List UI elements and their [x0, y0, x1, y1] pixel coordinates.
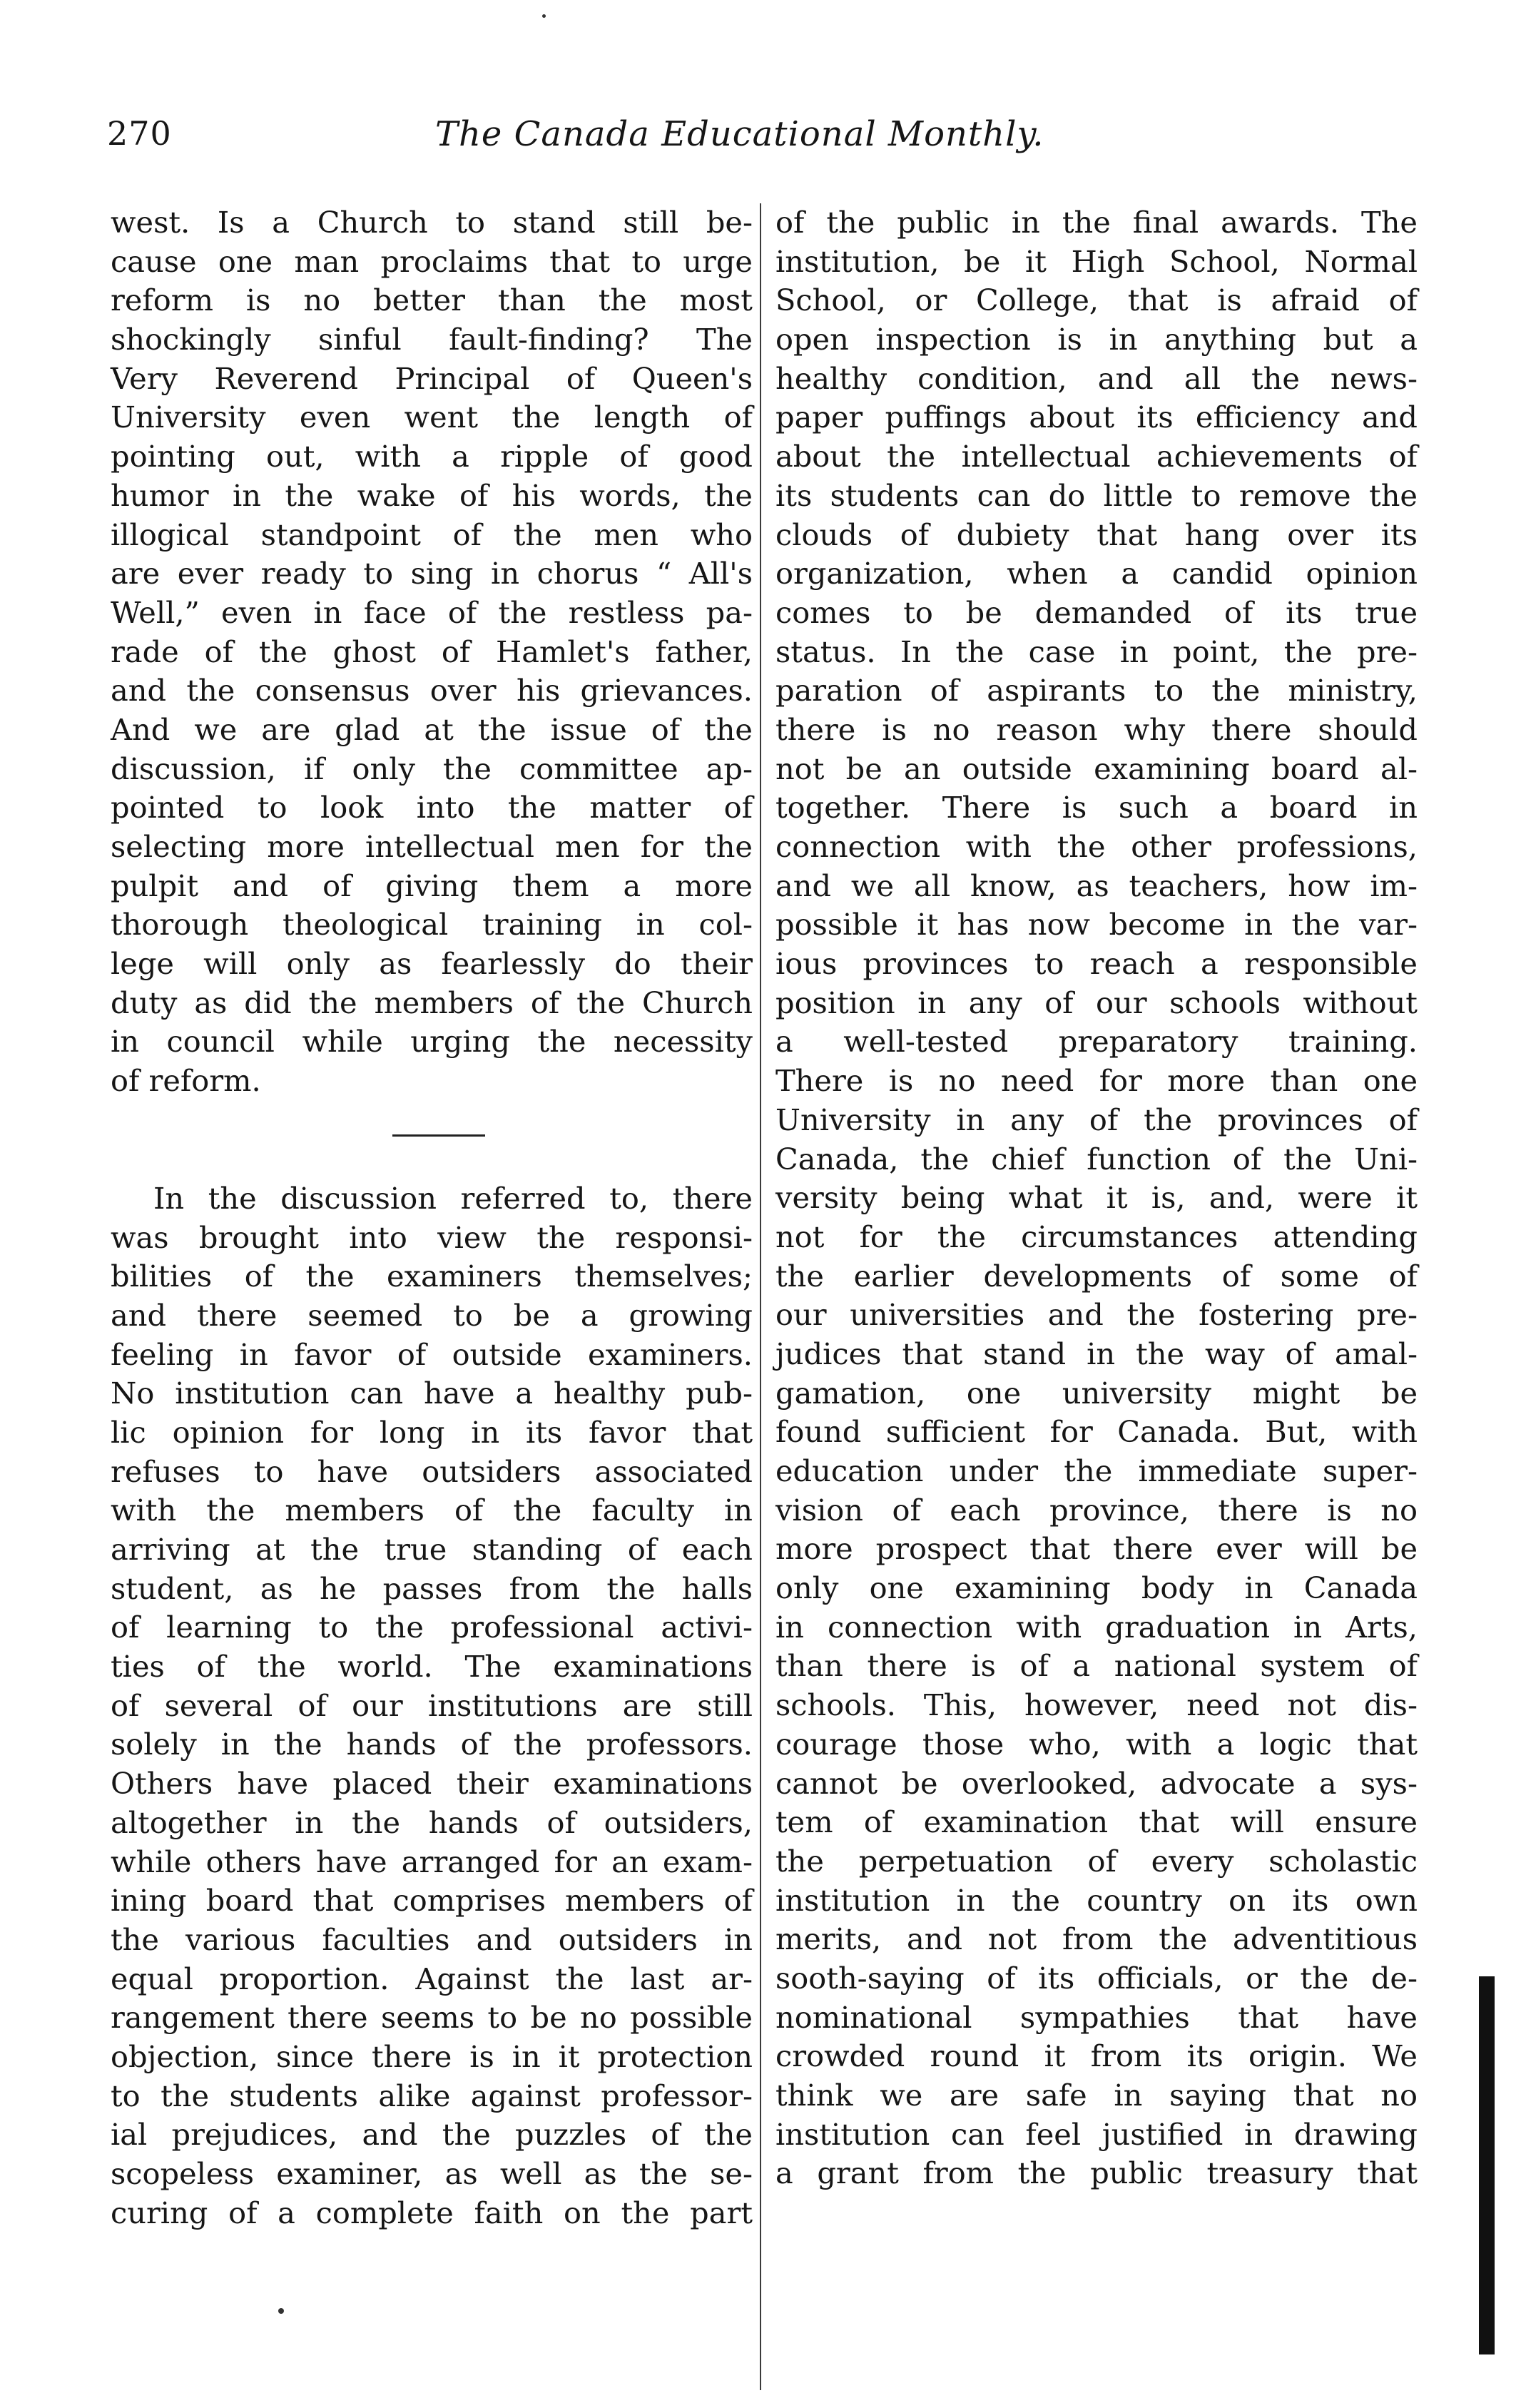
right-column — [775, 203, 1418, 2193]
text-line: illogical standpoint of the men who — [111, 517, 753, 552]
text-line: sooth-saying of its officials, or the de- — [775, 1960, 1418, 1996]
text-line: the various faculties and outsiders in — [111, 1921, 753, 1957]
text-line: In the discussion referred to, there — [153, 1180, 753, 1216]
text-line: rade of the ghost of Hamlet's father, — [111, 634, 753, 669]
text-line: ining board that comprises members of — [111, 1883, 753, 1919]
text-line: west. Is a Church to stand still be- — [111, 205, 753, 240]
text-line: discussion, if only the committee ap- — [111, 751, 753, 786]
text-line: only one examining body in Canada — [775, 1570, 1418, 1606]
text-line: cannot be overlooked, advocate a sys- — [775, 1765, 1418, 1801]
column-divider — [760, 203, 761, 2390]
text-line: reform is no better than the most — [111, 283, 753, 318]
text-line: pointing out, with a ripple of good — [111, 439, 753, 474]
text-line: our universities and the fostering pre- — [775, 1297, 1418, 1333]
text-line: clouds of dubiety that hang over its — [775, 517, 1418, 552]
ink-speck — [542, 14, 546, 18]
text-line: schools. This, however, need not dis- — [775, 1687, 1418, 1723]
text-line: not be an outside examining board al- — [775, 751, 1418, 786]
text-line: position in any of our schools without — [775, 985, 1418, 1020]
text-line: about the intellectual achievements of — [775, 439, 1418, 474]
text-line: together. There is such a board in — [775, 790, 1418, 825]
text-line: pointed to look into the matter of — [111, 790, 753, 825]
text-line: of learning to the professional activi- — [111, 1610, 753, 1645]
text-line: equal proportion. Against the last ar- — [111, 1961, 753, 1996]
text-line: paration of aspirants to the ministry, — [775, 673, 1418, 708]
text-line: more prospect that there ever will be — [775, 1531, 1418, 1567]
ink-speck — [278, 2308, 284, 2314]
text-line: possible it has now become in the var- — [775, 907, 1418, 943]
text-line: objection, since there is in it protection — [111, 2038, 753, 2074]
text-line: selecting more intellectual men for the — [111, 829, 753, 864]
text-line: and there seemed to be a growing — [111, 1297, 753, 1333]
text-line: No institution can have a healthy pub- — [111, 1376, 753, 1411]
text-line: institution in the country on its own — [775, 1882, 1418, 1918]
text-line: organization, when a candid opinion — [775, 556, 1418, 591]
text-line: of reform. — [111, 1063, 261, 1099]
text-line: the earlier developments of some of — [775, 1258, 1418, 1294]
text-line: refuses to have outsiders associated — [111, 1453, 753, 1489]
section-break-rule — [392, 1134, 485, 1137]
text-line: bilities of the examiners themselves; — [111, 1259, 753, 1294]
text-line: and we all know, as teachers, how im- — [775, 868, 1418, 903]
text-line: paper puffings about its efficiency and — [775, 400, 1418, 435]
text-line: of the public in the final awards. The — [775, 205, 1418, 240]
text-line: Others have placed their examinations — [111, 1766, 753, 1802]
text-line: shockingly sinful fault-finding? The — [111, 322, 753, 357]
text-line: pulpit and of giving them a more — [111, 868, 753, 903]
text-line: connection with the other professions, — [775, 829, 1418, 864]
text-line: are ever ready to sing in chorus “ All's — [111, 556, 753, 591]
text-line: a well-tested preparatory training. — [775, 1024, 1418, 1060]
text-line: scopeless examiner, as well as the se- — [111, 2156, 753, 2191]
text-line: comes to be demanded of its true — [775, 594, 1418, 630]
text-line: student, as he passes from the halls — [111, 1570, 753, 1606]
text-line: there is no reason why there should — [775, 711, 1418, 747]
text-line: nominational sympathies that have — [775, 1999, 1418, 2035]
text-line: in council while urging the necessity — [111, 1024, 753, 1060]
text-line: vision of each province, there is no — [775, 1492, 1418, 1528]
text-line: Well,” even in face of the restless pa- — [111, 594, 753, 630]
text-line: with the members of the faculty in — [111, 1493, 753, 1528]
text-line: than there is of a national system of — [775, 1648, 1418, 1684]
text-line: tem of examination that will ensure — [775, 1804, 1418, 1840]
text-line: arriving at the true standing of each — [111, 1532, 753, 1567]
text-line: education under the immediate super- — [775, 1453, 1418, 1488]
journal-title: The Canada Educational Monthly. — [435, 114, 1044, 154]
text-line: not for the circumstances attending — [775, 1219, 1418, 1254]
text-line: cause one man proclaims that to urge — [111, 243, 753, 279]
text-line: lege will only as fearlessly do their — [111, 946, 753, 982]
text-line: School, or College, that is afraid of — [775, 283, 1418, 318]
text-line: institution, be it High School, Normal — [775, 243, 1418, 279]
page-header — [107, 114, 1405, 164]
text-line: Very Reverend Principal of Queen's — [111, 360, 753, 396]
text-line: was brought into view the responsi- — [111, 1219, 753, 1255]
text-line: And we are glad at the issue of the — [111, 711, 753, 747]
text-line: ious provinces to reach a responsible — [775, 946, 1418, 982]
text-line: ties of the world. The examinations — [111, 1649, 753, 1685]
text-line: found sufficient for Canada. But, with — [775, 1414, 1418, 1450]
text-line: while others have arranged for an exam- — [111, 1844, 753, 1879]
text-line: a grant from the public treasury that — [775, 2155, 1418, 2191]
text-line: in connection with graduation in Arts, — [775, 1609, 1418, 1645]
page-number: 270 — [107, 114, 172, 153]
text-line: merits, and not from the adventitious — [775, 1921, 1418, 1957]
text-line: of several of our institutions are still — [111, 1687, 753, 1723]
left-column — [111, 203, 753, 2232]
text-line: its students can do little to remove the — [775, 477, 1418, 513]
text-line: open inspection is in anything but a — [775, 322, 1418, 357]
text-line: the perpetuation of every scholastic — [775, 1843, 1418, 1879]
text-line: rangement there seems to be no possible — [111, 2000, 753, 2036]
text-line: ial prejudices, and the puzzles of the — [111, 2117, 753, 2153]
text-line: healthy condition, and all the news- — [775, 360, 1418, 396]
text-line: feeling in favor of outside examiners. — [111, 1336, 753, 1372]
text-line: and the consensus over his grievances. — [111, 673, 753, 708]
text-line: versity being what it is, and, were it — [775, 1180, 1418, 1216]
paragraph-spacer — [111, 1101, 753, 1179]
text-line: status. In the case in point, the pre- — [775, 634, 1418, 669]
text-line: to the students alike against professor- — [111, 2078, 753, 2113]
text-line: Canada, the chief function of the Uni- — [775, 1141, 1418, 1177]
text-line: crowded round it from its origin. We — [775, 2038, 1418, 2074]
text-line: humor in the wake of his words, the — [111, 477, 753, 513]
paragraph-1 — [111, 203, 753, 1101]
text-line: University in any of the provinces of — [775, 1102, 1418, 1137]
text-line: University even went the length of — [111, 400, 753, 435]
text-line: lic opinion for long in its favor that — [111, 1414, 753, 1450]
text-line: gamation, one university might be — [775, 1375, 1418, 1411]
text-line: judices that stand in the way of amal- — [775, 1336, 1418, 1371]
text-line: altogether in the hands of outsiders, — [111, 1804, 753, 1840]
text-line: There is no need for more than one — [775, 1063, 1418, 1099]
text-line: think we are safe in saying that no — [775, 2078, 1418, 2113]
paragraph-2 — [111, 1179, 753, 2233]
binding-edge-mark — [1479, 1976, 1495, 2354]
text-line: curing of a complete faith on the part — [111, 2195, 753, 2230]
text-line: thorough theological training in col- — [111, 907, 753, 943]
text-line: courage those who, with a logic that — [775, 1726, 1418, 1762]
text-line: solely in the hands of the professors. — [111, 1727, 753, 1762]
text-line: institution can feel justified in drawing — [775, 2116, 1418, 2152]
text-line: duty as did the members of the Church — [111, 985, 753, 1020]
